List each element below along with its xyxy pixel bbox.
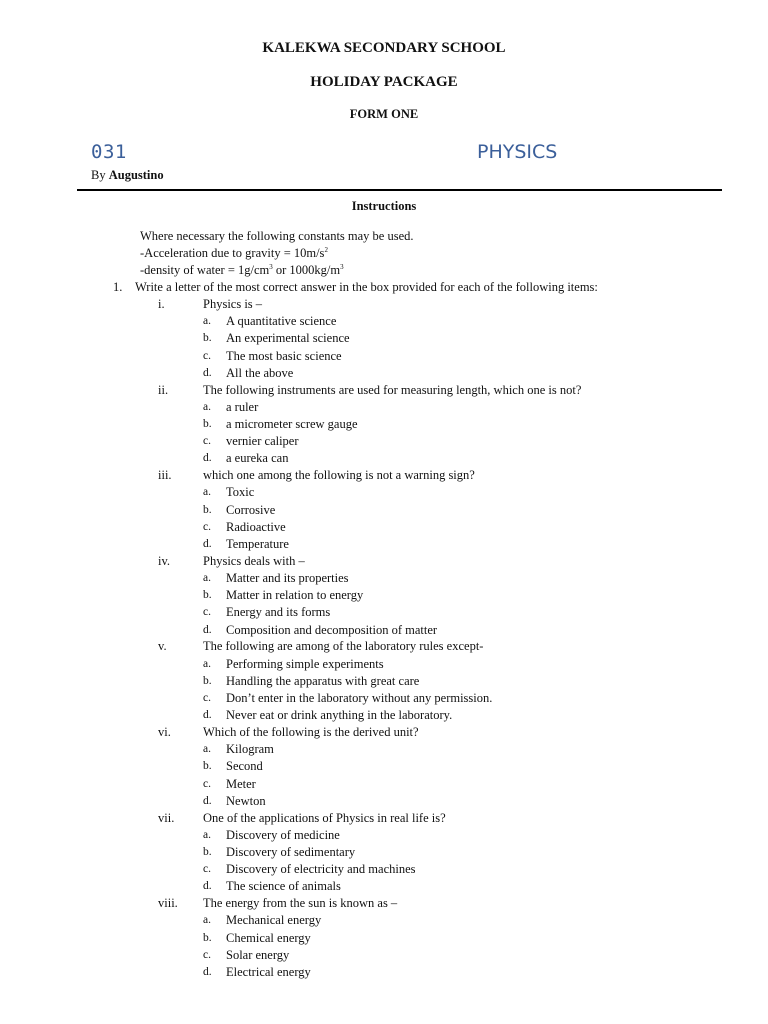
option-text: Radioactive xyxy=(226,519,286,534)
option-text: a eureka can xyxy=(226,451,289,466)
density-exponent-1: 3 xyxy=(269,262,273,271)
density-constant xyxy=(140,262,344,279)
option-letter: d. xyxy=(203,623,212,636)
option-text: Matter and its properties xyxy=(226,571,349,585)
item-question: One of the applications of Physics in real life is? xyxy=(203,810,446,825)
item-number: viii. xyxy=(158,896,178,911)
option-text: Toxic xyxy=(226,485,255,500)
density-text-a: -density of water = 1g/cm xyxy=(140,263,270,277)
item-number: iii. xyxy=(158,468,172,483)
school-name: KALEKWA SECONDARY SCHOOL xyxy=(262,40,506,56)
option-letter: d. xyxy=(203,366,212,379)
item-question: Which of the following is the derived unit? xyxy=(203,725,419,739)
option-text: Chemical energy xyxy=(226,930,311,945)
item-question: which one among the following is not a warning sign? xyxy=(203,468,475,483)
option-letter: b. xyxy=(203,503,212,516)
option-letter: b. xyxy=(203,931,212,944)
option-letter: a. xyxy=(203,572,211,584)
item-number: vi. xyxy=(158,725,171,739)
option-text: a ruler xyxy=(226,399,259,414)
instructions-title: Instructions xyxy=(351,199,417,213)
option-letter: a. xyxy=(203,914,211,927)
item-number: i. xyxy=(158,297,165,311)
question-number: 1. xyxy=(113,280,123,294)
option-text: Newton xyxy=(226,793,266,808)
option-text: Discovery of electricity and machines xyxy=(226,862,416,877)
option-letter: d. xyxy=(203,966,212,978)
option-text: Kilogram xyxy=(226,742,274,757)
option-letter: a. xyxy=(203,657,211,670)
option-text: a micrometer screw gauge xyxy=(226,417,358,431)
option-text: Temperature xyxy=(226,537,289,551)
option-letter: c. xyxy=(203,606,211,619)
item-number: iv. xyxy=(158,553,171,568)
package-title: HOLIDAY PACKAGE xyxy=(310,74,458,90)
option-text: All the above xyxy=(226,365,294,380)
option-text: Meter xyxy=(226,776,256,791)
option-text: Solar energy xyxy=(226,947,290,962)
option-letter: d. xyxy=(203,538,212,550)
gravity-exponent: 2 xyxy=(324,245,328,254)
option-text: Energy and its forms xyxy=(226,605,331,620)
option-text: An experimental science xyxy=(226,331,350,346)
option-text: Never eat or drink anything in the laboratory. xyxy=(226,708,453,723)
option-letter: b. xyxy=(203,418,212,430)
option-letter: b. xyxy=(203,760,212,773)
option-text: The most basic science xyxy=(226,348,342,363)
item-number: vii. xyxy=(158,810,175,825)
option-letter: a. xyxy=(203,743,211,756)
option-letter: a. xyxy=(203,486,211,499)
gravity-constant xyxy=(140,245,328,262)
option-text: A quantitative science xyxy=(226,314,337,329)
option-text: Matter in relation to energy xyxy=(226,588,364,603)
option-letter: c. xyxy=(203,435,211,448)
option-text: Discovery of medicine xyxy=(226,827,340,842)
option-letter: d. xyxy=(203,709,212,722)
form-label: FORM ONE xyxy=(349,107,419,121)
option-text: Don’t enter in the laboratory without any permission. xyxy=(226,691,493,705)
subject-code: 031 xyxy=(91,141,127,163)
option-letter: b. xyxy=(203,332,212,345)
option-letter: a. xyxy=(203,315,211,328)
option-text: Mechanical energy xyxy=(226,913,322,928)
item-question: Physics deals with – xyxy=(203,553,305,568)
option-text: Corrosive xyxy=(226,502,276,517)
option-letter: d. xyxy=(203,880,212,893)
author-line xyxy=(91,168,164,183)
option-text: vernier caliper xyxy=(226,434,299,449)
item-question: Physics is – xyxy=(203,297,263,311)
question-text: Write a letter of the most correct answer in the box provided for each of the following items: xyxy=(135,280,598,294)
item-number: ii. xyxy=(158,382,169,397)
author-name: Augustino xyxy=(108,168,164,182)
option-letter: c. xyxy=(203,777,211,790)
option-letter: a. xyxy=(203,828,211,841)
item-question: The following instruments are used for measuring length, which one is not? xyxy=(203,382,582,397)
header-divider xyxy=(77,189,722,191)
option-text: Discovery of sedimentary xyxy=(226,845,356,859)
option-text: Electrical energy xyxy=(226,965,311,979)
option-text: Composition and decomposition of matter xyxy=(226,622,438,637)
option-text: Performing simple experiments xyxy=(226,656,384,671)
item-number: v. xyxy=(158,639,167,654)
subject-title: PHYSICS xyxy=(477,141,558,163)
option-letter: b. xyxy=(203,589,212,602)
option-text: The science of animals xyxy=(226,879,341,894)
option-letter: b. xyxy=(203,846,212,858)
option-letter: c. xyxy=(203,863,211,876)
option-letter: d. xyxy=(203,452,212,465)
option-letter: c. xyxy=(203,520,211,533)
gravity-text: -Acceleration due to gravity = 10m/s xyxy=(140,246,325,260)
option-text: Second xyxy=(226,759,263,774)
option-letter: c. xyxy=(203,692,211,704)
constants-intro: Where necessary the following constants may be used. xyxy=(140,229,414,243)
option-letter: a. xyxy=(203,400,211,413)
option-letter: b. xyxy=(203,674,212,687)
density-exponent-2: 3 xyxy=(340,262,344,271)
option-letter: c. xyxy=(203,349,211,362)
item-question: The following are among of the laboratory rules except- xyxy=(203,639,484,654)
option-text: Handling the apparatus with great care xyxy=(226,673,420,688)
option-letter: c. xyxy=(203,948,211,961)
author-prefix: By xyxy=(91,168,106,182)
option-letter: d. xyxy=(203,794,212,807)
item-question: The energy from the sun is known as – xyxy=(203,896,398,911)
density-text-b: or 1000kg/m xyxy=(272,263,341,277)
